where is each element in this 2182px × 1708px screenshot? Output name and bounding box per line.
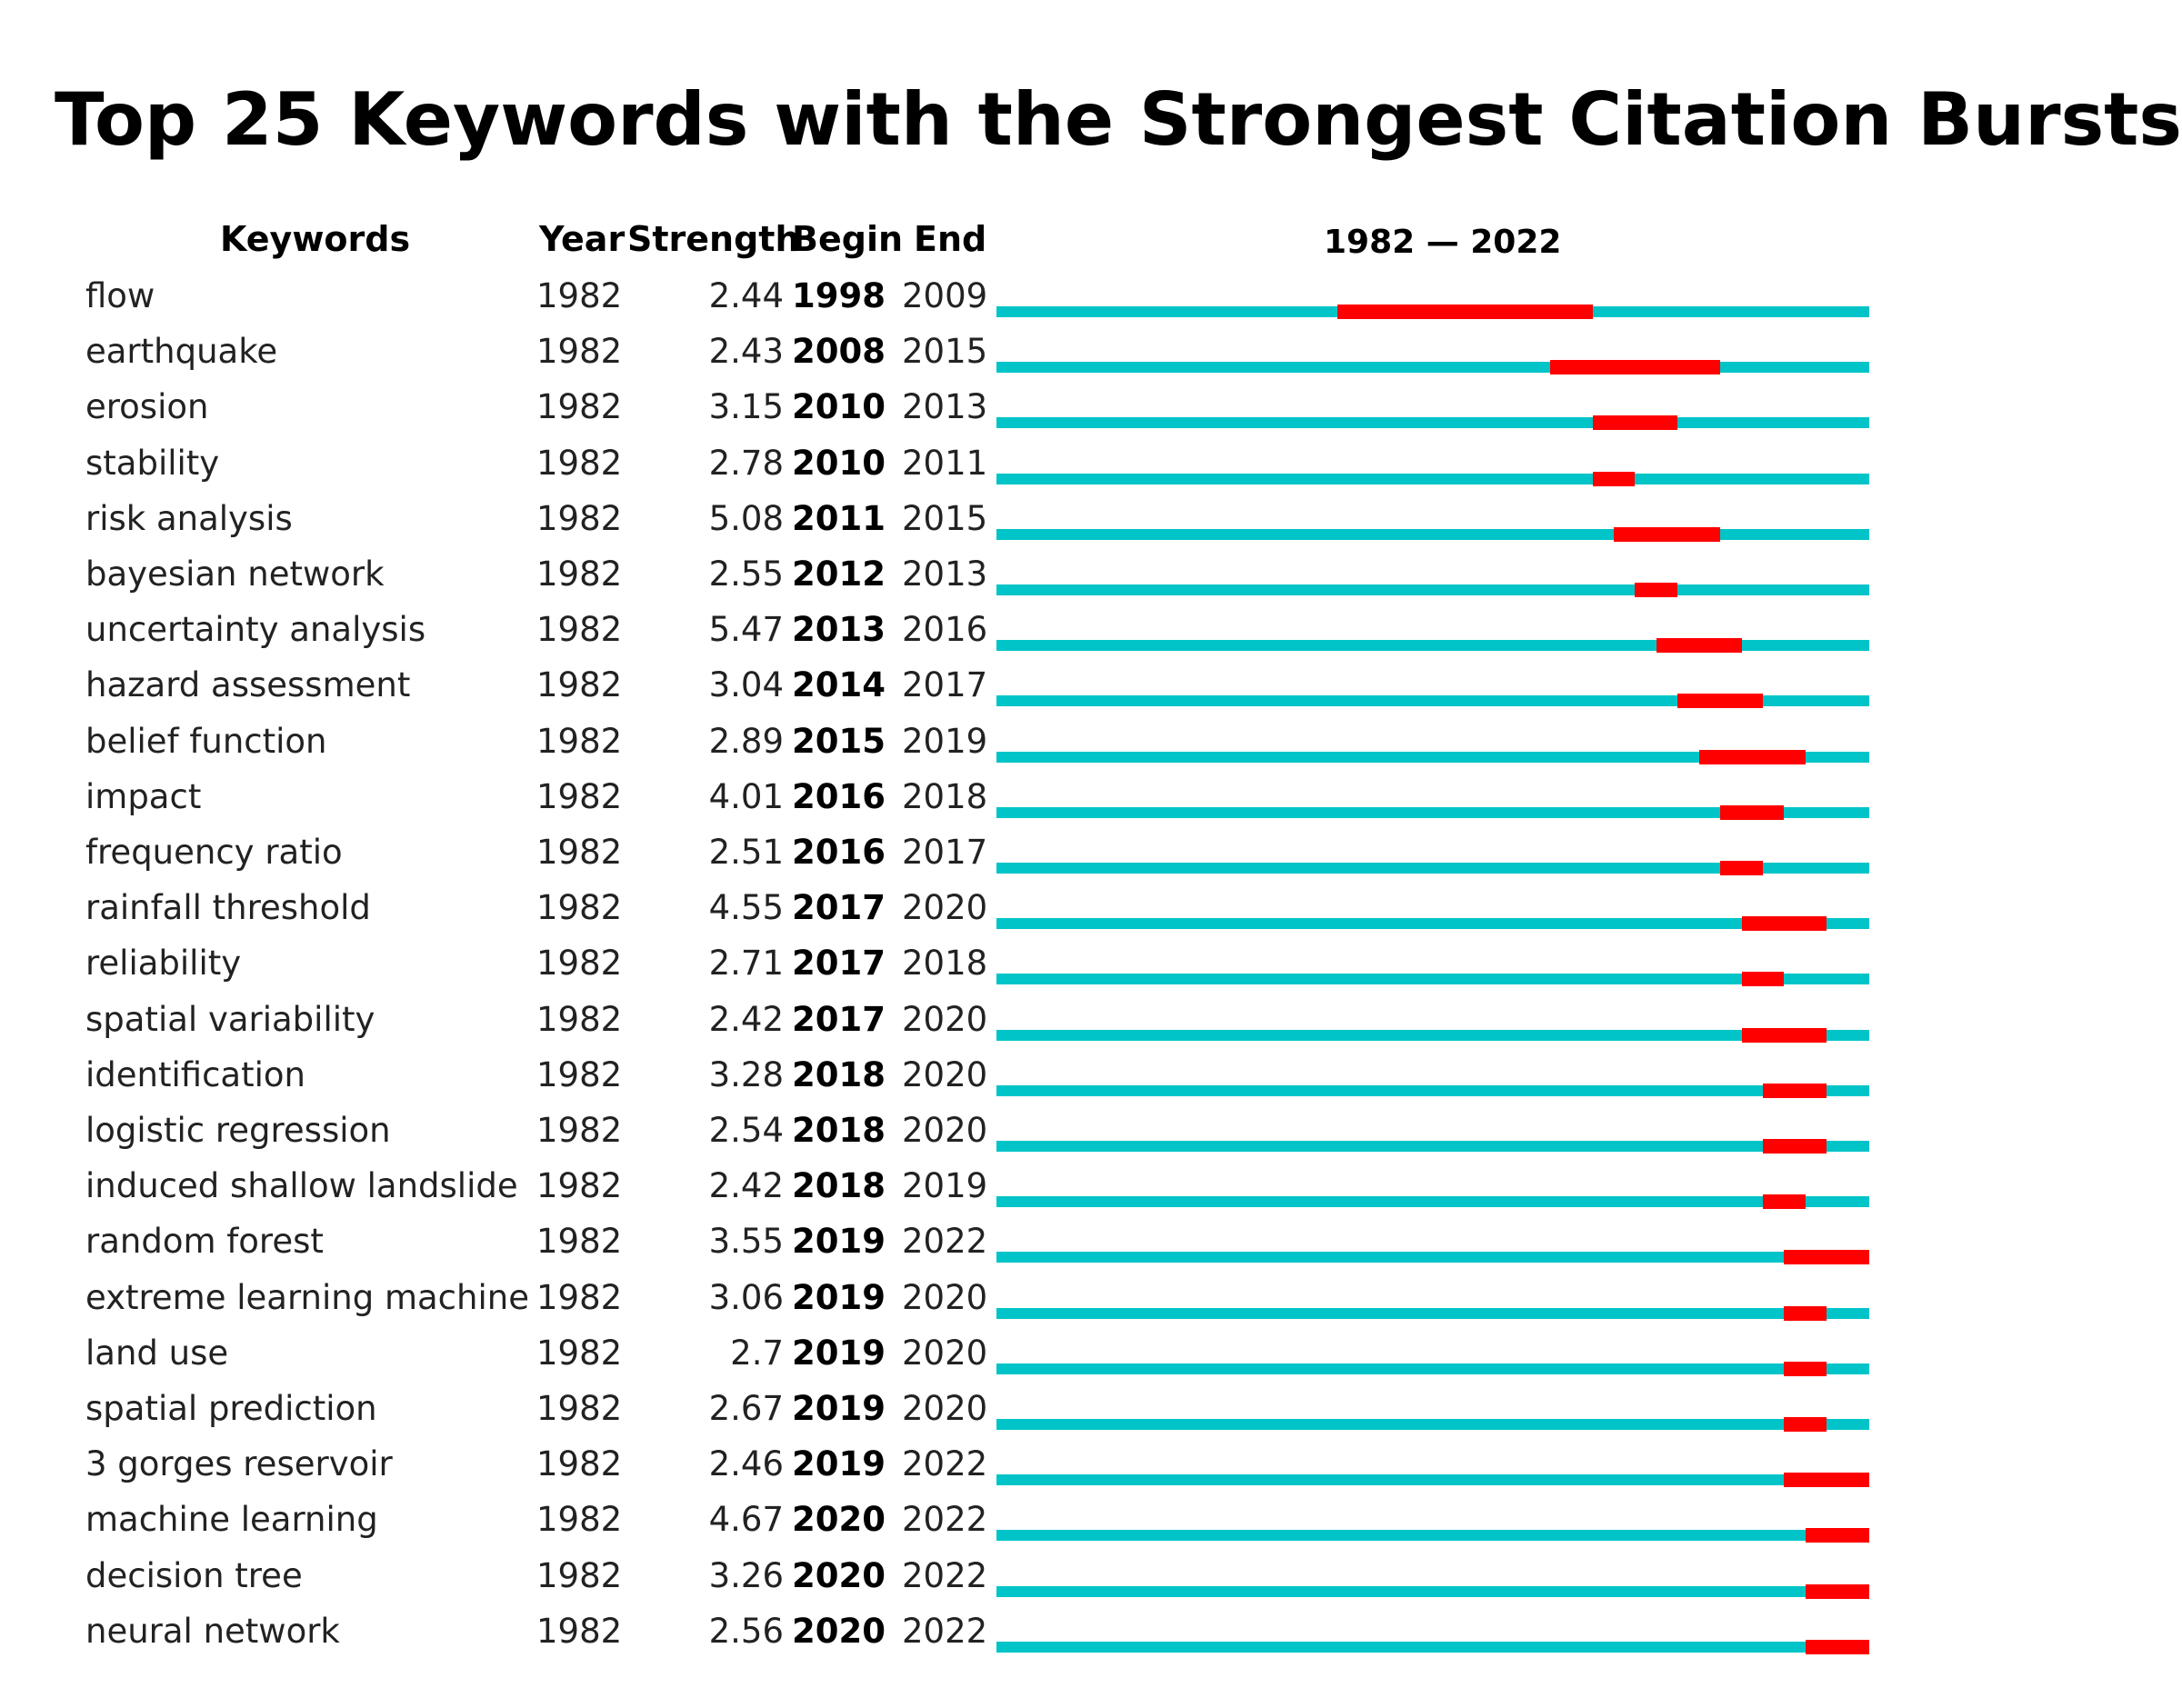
begin-year-cell: 2008 <box>792 332 886 371</box>
year-cell: 1982 <box>536 1389 623 1428</box>
year-cell: 1982 <box>536 833 623 872</box>
timeline-track <box>996 993 1869 1047</box>
year-cell: 1982 <box>536 1222 623 1261</box>
keyword-cell: 3 gorges reservoir <box>85 1444 393 1483</box>
keyword-cell: land use <box>85 1333 229 1373</box>
begin-year-cell: 1998 <box>792 276 886 315</box>
keyword-cell: belief function <box>85 722 327 761</box>
end-year-cell: 2013 <box>902 554 988 594</box>
end-year-cell: 2009 <box>902 276 988 315</box>
end-year-cell: 2022 <box>902 1500 988 1539</box>
strength-cell: 2.7 <box>730 1333 784 1373</box>
timeline-base-line <box>996 362 1869 373</box>
strength-cell: 4.01 <box>708 777 784 816</box>
burst-bar <box>1806 1584 1869 1599</box>
keyword-cell: bayesian network <box>85 554 385 594</box>
timeline-track <box>996 1159 1869 1214</box>
keyword-cell: spatial variability <box>85 1000 375 1039</box>
keyword-cell: decision tree <box>85 1556 303 1595</box>
chart-title: Top 25 Keywords with the Strongest Citation Bursts <box>55 77 2182 162</box>
strength-cell: 4.67 <box>708 1500 784 1539</box>
burst-bar <box>1635 583 1677 597</box>
year-cell: 1982 <box>536 944 623 983</box>
burst-bar <box>1784 1473 1869 1487</box>
timeline-track <box>996 658 1869 713</box>
burst-bar <box>1742 916 1827 931</box>
strength-cell: 3.26 <box>708 1556 784 1595</box>
timeline-base-line <box>996 1642 1869 1653</box>
timeline-base-line <box>996 1308 1869 1319</box>
begin-year-cell: 2015 <box>792 722 886 761</box>
end-year-cell: 2017 <box>902 833 988 872</box>
timeline-base-line <box>996 1363 1869 1374</box>
strength-cell: 2.67 <box>708 1389 784 1428</box>
timeline-base-line <box>996 1586 1869 1597</box>
timeline-track <box>996 436 1869 491</box>
burst-bar <box>1742 972 1785 986</box>
keyword-cell: random forest <box>85 1222 324 1261</box>
end-year-cell: 2019 <box>902 722 988 761</box>
begin-year-cell: 2017 <box>792 888 886 927</box>
begin-year-cell: 2017 <box>792 1000 886 1039</box>
timeline-base-line <box>996 1252 1869 1263</box>
timeline-range-label: 1982 — 2022 <box>1324 224 1562 261</box>
strength-cell: 2.71 <box>708 944 784 983</box>
timeline-base-line <box>996 584 1869 595</box>
table-row <box>0 993 1939 1047</box>
timeline-track <box>996 492 1869 546</box>
keyword-cell: erosion <box>85 387 209 426</box>
table-row <box>0 436 1939 491</box>
keyword-cell: extreme learning machine <box>85 1278 529 1317</box>
burst-bar <box>1593 472 1636 486</box>
year-cell: 1982 <box>536 332 623 371</box>
timeline-track <box>996 1048 1869 1103</box>
end-year-cell: 2013 <box>902 387 988 426</box>
end-year-cell: 2016 <box>902 610 988 649</box>
end-year-cell: 2020 <box>902 1111 988 1150</box>
table-row <box>0 380 1939 434</box>
keyword-cell: reliability <box>85 944 242 983</box>
strength-cell: 2.46 <box>708 1444 784 1483</box>
year-cell: 1982 <box>536 1055 623 1094</box>
table-row <box>0 1437 1939 1492</box>
end-year-cell: 2022 <box>902 1222 988 1261</box>
end-year-cell: 2018 <box>902 944 988 983</box>
year-cell: 1982 <box>536 1444 623 1483</box>
keyword-cell: uncertainty analysis <box>85 610 426 649</box>
burst-bar <box>1784 1417 1827 1432</box>
end-year-cell: 2020 <box>902 888 988 927</box>
year-cell: 1982 <box>536 1278 623 1317</box>
table-row <box>0 1493 1939 1547</box>
strength-cell: 3.15 <box>708 387 784 426</box>
begin-year-cell: 2018 <box>792 1055 886 1094</box>
timeline-track <box>996 1271 1869 1325</box>
timeline-track <box>996 269 1869 324</box>
table-row <box>0 325 1939 379</box>
keyword-cell: spatial prediction <box>85 1389 377 1428</box>
burst-bar <box>1657 638 1742 653</box>
begin-year-cell: 2017 <box>792 944 886 983</box>
timeline-base-line <box>996 918 1869 929</box>
keyword-cell: logistic regression <box>85 1111 391 1150</box>
end-year-cell: 2020 <box>902 1000 988 1039</box>
timeline-track <box>996 1437 1869 1492</box>
begin-year-cell: 2012 <box>792 554 886 594</box>
timeline-track <box>996 1604 1869 1659</box>
burst-bar <box>1614 527 1720 542</box>
burst-bar <box>1742 1028 1827 1043</box>
burst-bar <box>1763 1194 1806 1209</box>
year-cell: 1982 <box>536 1333 623 1373</box>
timeline-track <box>996 1493 1869 1547</box>
table-row <box>0 714 1939 769</box>
table-row <box>0 1048 1939 1103</box>
end-year-cell: 2017 <box>902 665 988 704</box>
burst-bar <box>1784 1362 1827 1376</box>
begin-year-cell: 2020 <box>792 1612 886 1651</box>
timeline-track <box>996 1549 1869 1603</box>
begin-year-cell: 2018 <box>792 1111 886 1150</box>
year-cell: 1982 <box>536 610 623 649</box>
year-cell: 1982 <box>536 276 623 315</box>
burst-bar <box>1784 1250 1869 1264</box>
burst-bar <box>1763 1139 1827 1154</box>
burst-bar <box>1720 805 1784 820</box>
end-year-cell: 2020 <box>902 1055 988 1094</box>
column-header-begin: Begin <box>792 219 904 259</box>
keyword-cell: identification <box>85 1055 305 1094</box>
table-row <box>0 1326 1939 1381</box>
keyword-cell: neural network <box>85 1612 340 1651</box>
table-row <box>0 492 1939 546</box>
timeline-track <box>996 936 1869 991</box>
timeline-track <box>996 1382 1869 1436</box>
timeline-base-line <box>996 417 1869 428</box>
strength-cell: 3.06 <box>708 1278 784 1317</box>
strength-cell: 2.42 <box>708 1166 784 1205</box>
year-cell: 1982 <box>536 777 623 816</box>
end-year-cell: 2015 <box>902 332 988 371</box>
column-header-end: End <box>914 219 987 259</box>
timeline-track <box>996 380 1869 434</box>
table-row <box>0 936 1939 991</box>
burst-bar <box>1593 415 1678 430</box>
column-header-year: Year <box>539 219 626 259</box>
timeline-base-line <box>996 1530 1869 1541</box>
table-row <box>0 881 1939 935</box>
burst-bar <box>1550 360 1720 375</box>
keyword-cell: impact <box>85 777 202 816</box>
burst-bar <box>1699 750 1806 764</box>
table-row <box>0 603 1939 657</box>
strength-cell: 5.47 <box>708 610 784 649</box>
burst-bar <box>1763 1084 1827 1098</box>
table-row <box>0 1271 1939 1325</box>
year-cell: 1982 <box>536 1500 623 1539</box>
strength-cell: 4.55 <box>708 888 784 927</box>
end-year-cell: 2022 <box>902 1612 988 1651</box>
year-cell: 1982 <box>536 444 623 483</box>
keyword-cell: induced shallow landslide <box>85 1166 518 1205</box>
begin-year-cell: 2020 <box>792 1500 886 1539</box>
timeline-track <box>996 881 1869 935</box>
strength-cell: 5.08 <box>708 499 784 538</box>
table-row <box>0 1604 1939 1659</box>
timeline-track <box>996 825 1869 880</box>
column-header-strength: Strength <box>627 219 800 259</box>
strength-cell: 2.44 <box>708 276 784 315</box>
strength-cell: 3.04 <box>708 665 784 704</box>
begin-year-cell: 2016 <box>792 777 886 816</box>
begin-year-cell: 2010 <box>792 387 886 426</box>
year-cell: 1982 <box>536 554 623 594</box>
keyword-cell: stability <box>85 444 220 483</box>
table-row <box>0 1104 1939 1158</box>
year-cell: 1982 <box>536 1166 623 1205</box>
keyword-cell: risk analysis <box>85 499 293 538</box>
begin-year-cell: 2010 <box>792 444 886 483</box>
keyword-cell: frequency ratio <box>85 833 343 872</box>
strength-cell: 2.89 <box>708 722 784 761</box>
keyword-cell: machine learning <box>85 1500 378 1539</box>
strength-cell: 3.28 <box>708 1055 784 1094</box>
year-cell: 1982 <box>536 665 623 704</box>
end-year-cell: 2022 <box>902 1444 988 1483</box>
year-cell: 1982 <box>536 499 623 538</box>
strength-cell: 2.55 <box>708 554 784 594</box>
timeline-base-line <box>996 1141 1869 1152</box>
timeline-track <box>996 1214 1869 1269</box>
begin-year-cell: 2019 <box>792 1333 886 1373</box>
burst-bar <box>1784 1306 1827 1321</box>
timeline-base-line <box>996 974 1869 984</box>
end-year-cell: 2011 <box>902 444 988 483</box>
burst-bar <box>1806 1640 1869 1654</box>
end-year-cell: 2020 <box>902 1278 988 1317</box>
table-row <box>0 1214 1939 1269</box>
strength-cell: 2.56 <box>708 1612 784 1651</box>
strength-cell: 2.51 <box>708 833 784 872</box>
column-header-keywords: Keywords <box>220 219 411 259</box>
begin-year-cell: 2011 <box>792 499 886 538</box>
begin-year-cell: 2013 <box>792 610 886 649</box>
table-row <box>0 770 1939 824</box>
table-row <box>0 1382 1939 1436</box>
keyword-cell: earthquake <box>85 332 278 371</box>
timeline-base-line <box>996 1419 1869 1430</box>
timeline-base-line <box>996 1474 1869 1485</box>
year-cell: 1982 <box>536 1612 623 1651</box>
year-cell: 1982 <box>536 1111 623 1150</box>
end-year-cell: 2015 <box>902 499 988 538</box>
table-row <box>0 269 1939 324</box>
timeline-track <box>996 770 1869 824</box>
table-row <box>0 825 1939 880</box>
timeline-base-line <box>996 529 1869 540</box>
timeline-base-line <box>996 474 1869 484</box>
begin-year-cell: 2018 <box>792 1166 886 1205</box>
timeline-base-line <box>996 1030 1869 1041</box>
timeline-base-line <box>996 1085 1869 1096</box>
timeline-track <box>996 1104 1869 1158</box>
table-row <box>0 1549 1939 1603</box>
burst-bar <box>1806 1528 1869 1543</box>
strength-cell: 2.43 <box>708 332 784 371</box>
begin-year-cell: 2016 <box>792 833 886 872</box>
burst-bar <box>1337 305 1593 319</box>
timeline-track <box>996 1326 1869 1381</box>
keyword-cell: rainfall threshold <box>85 888 371 927</box>
strength-cell: 2.42 <box>708 1000 784 1039</box>
timeline-base-line <box>996 1196 1869 1207</box>
table-row <box>0 1159 1939 1214</box>
strength-cell: 2.54 <box>708 1111 784 1150</box>
end-year-cell: 2019 <box>902 1166 988 1205</box>
end-year-cell: 2020 <box>902 1389 988 1428</box>
end-year-cell: 2020 <box>902 1333 988 1373</box>
year-cell: 1982 <box>536 387 623 426</box>
year-cell: 1982 <box>536 888 623 927</box>
begin-year-cell: 2020 <box>792 1556 886 1595</box>
timeline-track <box>996 603 1869 657</box>
begin-year-cell: 2019 <box>792 1444 886 1483</box>
begin-year-cell: 2019 <box>792 1278 886 1317</box>
strength-cell: 2.78 <box>708 444 784 483</box>
burst-bar <box>1677 694 1763 708</box>
strength-cell: 3.55 <box>708 1222 784 1261</box>
table-row <box>0 658 1939 713</box>
keyword-cell: hazard assessment <box>85 665 411 704</box>
year-cell: 1982 <box>536 1000 623 1039</box>
burst-bar <box>1720 861 1763 875</box>
timeline-track <box>996 547 1869 602</box>
keyword-cell: flow <box>85 276 155 315</box>
year-cell: 1982 <box>536 722 623 761</box>
begin-year-cell: 2014 <box>792 665 886 704</box>
table-row <box>0 547 1939 602</box>
end-year-cell: 2018 <box>902 777 988 816</box>
year-cell: 1982 <box>536 1556 623 1595</box>
begin-year-cell: 2019 <box>792 1389 886 1428</box>
timeline-track <box>996 714 1869 769</box>
begin-year-cell: 2019 <box>792 1222 886 1261</box>
end-year-cell: 2022 <box>902 1556 988 1595</box>
timeline-track <box>996 325 1869 379</box>
